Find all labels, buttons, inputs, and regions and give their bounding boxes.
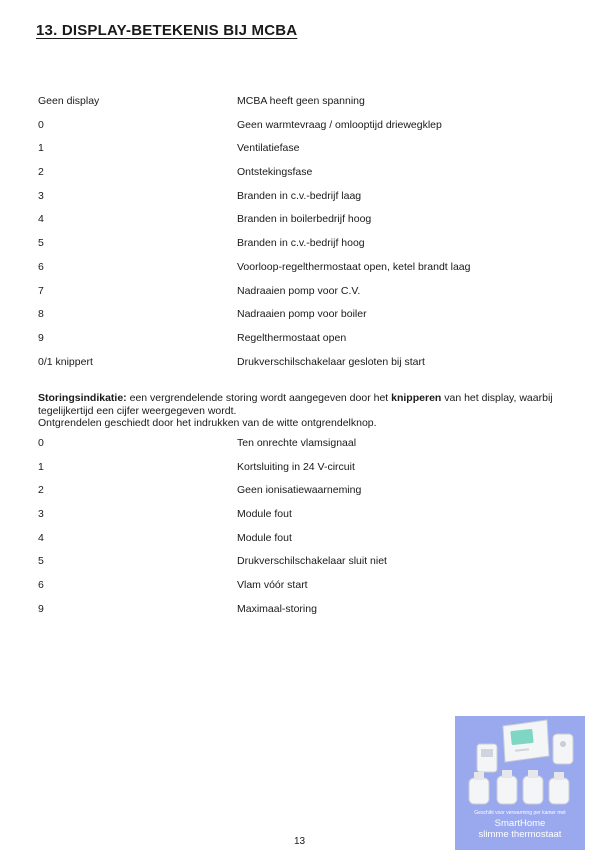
display-meaning: Ventilatiefase (237, 142, 300, 155)
fault-indication-text-cont: van het display, waarbij tegelijkertijd een cijfer weergegeven wordt. (38, 392, 553, 417)
smart-plug-icon (553, 734, 573, 764)
fault-meaning: Module fout (237, 531, 292, 544)
fault-code: 5 (38, 555, 44, 568)
blinking-keyword: knipperen (391, 392, 442, 404)
table-row (38, 603, 568, 627)
table-row (38, 95, 568, 119)
fault-code: 6 (38, 579, 44, 592)
display-meaning: Drukverschilschakelaar gesloten bij start (237, 355, 425, 368)
display-code: 0/1 knippert (38, 355, 93, 368)
table-row (38, 213, 568, 237)
table-row (38, 356, 568, 380)
table-row (38, 555, 568, 579)
table-row (38, 332, 568, 356)
table-row (38, 484, 568, 508)
fault-indication-label: Storingsindikatie: (38, 392, 127, 404)
fault-indication-paragraph (38, 392, 578, 430)
page-number: 13 (294, 836, 306, 847)
display-code: Geen display (38, 95, 100, 107)
fault-meaning: Kortsluiting in 24 V-circuit (237, 460, 355, 473)
display-meaning: Voorloop-regelthermostaat open, ketel brandt laag (237, 260, 471, 273)
table-row (38, 461, 568, 485)
table-row (38, 166, 568, 190)
display-code: 8 (38, 308, 44, 321)
display-meaning: Branden in boilerbedrijf hoog (237, 213, 372, 226)
fault-meaning: Drukverschilschakelaar sluit niet (237, 555, 387, 568)
display-meaning: Nadraaien pomp voor boiler (237, 308, 367, 321)
table-row (38, 261, 568, 285)
fault-table (38, 437, 568, 627)
wall-thermostat-icon (477, 744, 497, 772)
table-row (38, 142, 568, 166)
display-meaning: Geen warmtevraag / omlooptijd driewegklep (237, 118, 442, 131)
table-row (38, 190, 568, 214)
display-code: 0 (38, 118, 44, 131)
unlock-instruction: Ontgrendelen geschiedt door het indrukken van de witte ontgrendelknop. (38, 417, 377, 429)
fault-code: 9 (38, 602, 44, 615)
ad-brand (455, 818, 585, 840)
display-table (38, 95, 568, 379)
table-row (38, 119, 568, 143)
fault-indication-text: een vergrendelende storing wordt aangegeven door het (126, 392, 392, 404)
display-code: 1 (38, 142, 44, 155)
display-meaning: MCBA heeft geen spanning (237, 95, 365, 107)
ad-brand-name: SmartHome (494, 818, 546, 829)
fault-code: 0 (38, 437, 44, 449)
table-row (38, 437, 568, 461)
table-row (38, 237, 568, 261)
display-meaning: Regelthermostaat open (237, 331, 347, 344)
table-row (38, 308, 568, 332)
ad-brand-subtitle: slimme thermostaat (478, 829, 562, 840)
section-title: 13. DISPLAY-BETEKENIS BIJ MCBA (36, 22, 298, 39)
fault-meaning: Geen ionisatiewaarneming (237, 484, 362, 497)
display-code: 6 (38, 260, 44, 273)
display-code: 4 (38, 213, 44, 226)
display-code: 5 (38, 237, 44, 250)
display-meaning: Nadraaien pomp voor C.V. (237, 284, 361, 297)
display-meaning: Branden in c.v.-bedrijf laag (237, 189, 362, 202)
display-code: 9 (38, 331, 44, 344)
hub-device-icon (503, 720, 549, 762)
fault-code: 1 (38, 460, 44, 473)
ad-tagline: Geschikt voor verwarming per kamer met (474, 810, 566, 816)
fault-meaning: Module fout (237, 508, 292, 521)
fault-code: 4 (38, 531, 44, 544)
fault-code: 3 (38, 508, 44, 521)
table-row (38, 579, 568, 603)
fault-meaning: Maximaal-storing (237, 602, 317, 615)
fault-indication-line (38, 392, 578, 417)
fault-meaning: Vlam vóór start (237, 579, 308, 592)
display-code: 2 (38, 166, 44, 179)
fault-code: 2 (38, 484, 44, 497)
thermostat-products-illustration (455, 716, 585, 810)
table-row (38, 532, 568, 556)
radiator-valve-icons (469, 770, 569, 804)
fault-meaning: Ten onrechte vlamsignaal (237, 437, 357, 449)
display-meaning: Branden in c.v.-bedrijf hoog (237, 237, 365, 250)
display-meaning: Ontstekingsfase (237, 166, 313, 179)
table-row (38, 508, 568, 532)
table-row (38, 285, 568, 309)
display-code: 7 (38, 284, 44, 297)
smarthome-ad[interactable] (455, 716, 585, 850)
display-code: 3 (38, 189, 44, 202)
